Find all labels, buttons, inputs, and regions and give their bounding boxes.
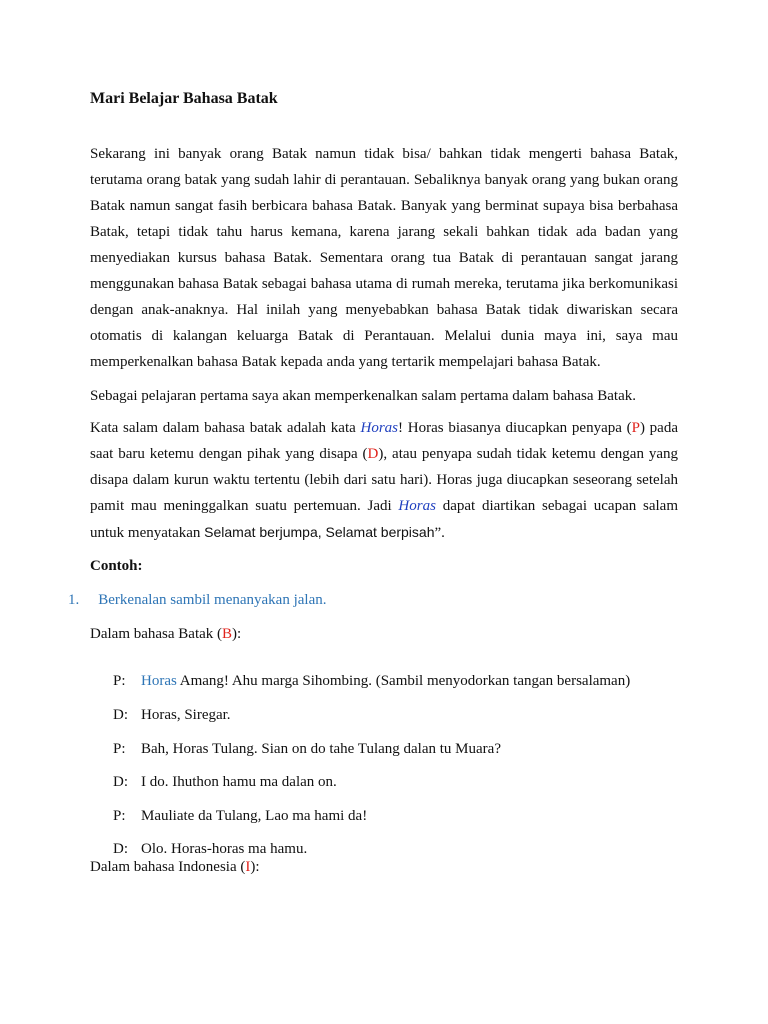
- greeting-quote: Selamat berjumpa, Selamat berpisah: [204, 524, 435, 540]
- code-p: P: [631, 420, 640, 436]
- code-d: D: [367, 446, 379, 462]
- horas-term: Horas: [398, 498, 436, 514]
- dialog-line: D: Olo. Horas-horas ma hamu.: [113, 841, 308, 857]
- dialog-line: D: I do. Ihuthon hamu ma dalan on.: [113, 774, 337, 790]
- dialog-line: D: Horas, Siregar.: [113, 707, 231, 723]
- contoh-heading: Contoh:: [90, 558, 143, 574]
- lesson-intro: Sebagai pelajaran pertama saya akan memperkenalkan salam pertama dalam bahasa Batak.: [90, 388, 636, 404]
- greeting-paragraph: Kata salam dalam bahasa batak adalah kata Horas! Horas biasanya diucapkan penyapa (P) pada saat baru ketemu dengan pihak yang disapa (D), atau penyapa sudah tidak ketemu dengan yang disapa dalam kurun waktu tertentu (lebih dari satu hari). Horas juga diucapkan seseorang setelah pamit mau meninggalkan suatu pertemuan. Jadi Horas dapat diartikan sebagai ucapan salam untuk menyatakan Selamat berjumpa, Selamat berpisah”.: [90, 420, 678, 541]
- indonesia-label: Dalam bahasa Indonesia (I):: [90, 859, 260, 875]
- speaker-label: D:: [113, 707, 128, 723]
- speaker-label: P:: [113, 808, 126, 824]
- horas-term: Horas: [141, 673, 177, 689]
- dialog-line: P: Mauliate da Tulang, Lao ma hami da!: [113, 808, 368, 824]
- speaker-label: P:: [113, 673, 126, 689]
- speaker-label: D:: [113, 841, 128, 857]
- batak-label: Dalam bahasa Batak (B):: [90, 626, 242, 642]
- speaker-label: D:: [113, 774, 128, 790]
- page-title: Mari Belajar Bahasa Batak: [90, 90, 278, 107]
- list-item-text: Berkenalan sambil menanyakan jalan.: [98, 592, 327, 608]
- dialog-line: P: Horas Amang! Ahu marga Sihombing. (Sambil menyodorkan tangan bersalaman): [113, 673, 631, 689]
- list-number: 1.: [68, 592, 80, 608]
- speaker-label: P:: [113, 741, 126, 757]
- dialog-line: P: Bah, Horas Tulang. Sian on do tahe Tulang dalan tu Muara?: [113, 741, 501, 757]
- intro-paragraph: Sekarang ini banyak orang Batak namun tidak bisa/ bahkan tidak mengerti bahasa Batak, terutama orang batak yang sudah lahir di perantauan. Sebaliknya banyak orang yang bukan orang Batak namun sangat fasih berbicara bahasa Batak. Banyak yang berminat supaya bisa berbahasa Batak, tetapi tidak tahu harus kemana, karena jarang sekali bahkan tidak ada badan yang menyediakan kursus bahasa Batak. Sementara orang tua Batak di perantauan sangat jarang menggunakan bahasa Batak sebagai bahasa utama di rumah mereka, terutama jika berkomunikasi dengan anak-anaknya. Hal inilah yang menyebabkan bahasa Batak tidak diwariskan secara otomatis di kalangan keluarga Batak di Perantauan. Melalui dunia maya ini, saya mau memperkenalkan bahasa Batak kepada anda yang tertarik mempelajari bahasa Batak.: [90, 146, 678, 370]
- list-item: [68, 590, 327, 610]
- horas-term: Horas: [360, 420, 399, 436]
